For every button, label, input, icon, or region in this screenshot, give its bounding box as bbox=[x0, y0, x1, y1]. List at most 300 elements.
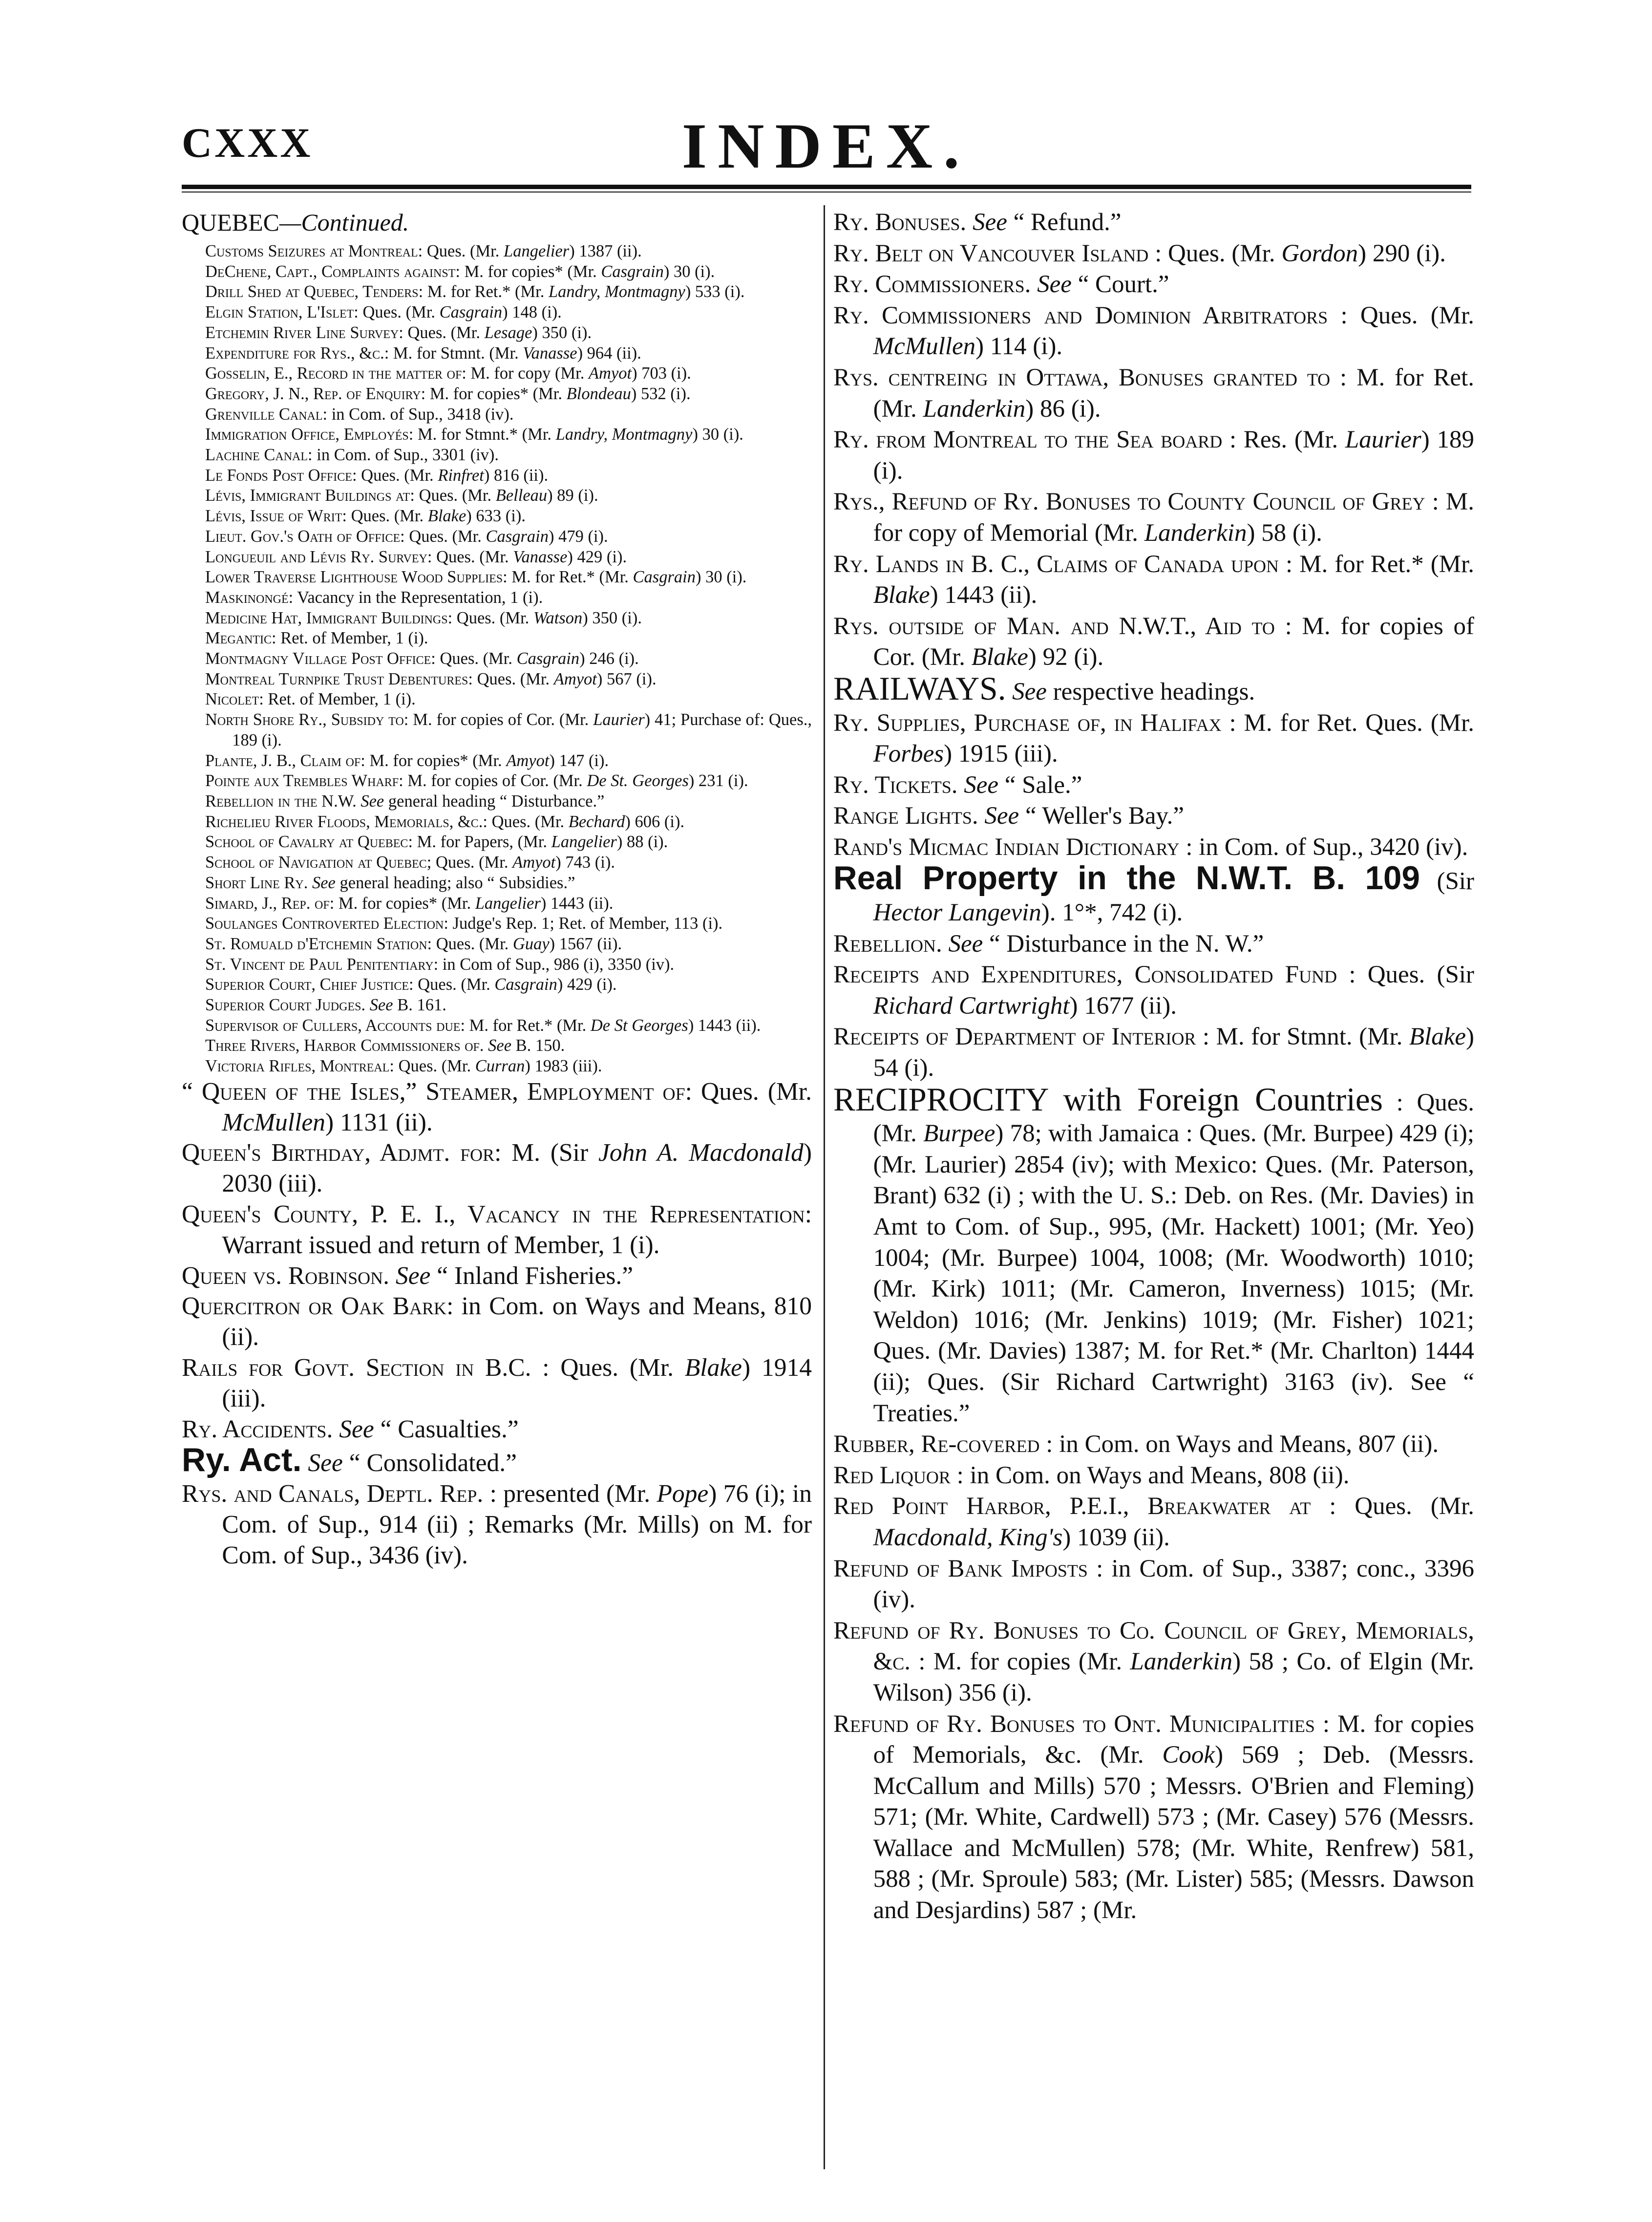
entry-reference: ) 1915 (iii). bbox=[944, 740, 1058, 768]
index-entry bbox=[205, 914, 812, 934]
entry-italic-ref: Gordon bbox=[1281, 239, 1358, 267]
entry-heading: Ry. Lands in B. C., Claims of Canada upon bbox=[833, 550, 1279, 578]
entry-reference: ) 743 (i). bbox=[555, 853, 615, 872]
index-entry bbox=[205, 751, 812, 771]
entry-italic-ref: McMullen bbox=[873, 333, 976, 361]
index-entry bbox=[205, 995, 812, 1016]
entry-text: : M. for Ret.* (Mr. bbox=[1279, 550, 1474, 578]
index-entry bbox=[205, 466, 812, 486]
entry-reference: ) 429 (i). bbox=[567, 547, 627, 566]
entry-italic-ref: Hector Langevin bbox=[873, 899, 1041, 927]
entry-text: : in Com. of Sup., 3420 (iv). bbox=[1179, 833, 1468, 861]
entry-heading: Rails for Govt. Section in B.C. bbox=[182, 1354, 531, 1382]
index-entry bbox=[205, 934, 812, 955]
entry-heading: “ Queen of the Isles,” Steamer, Employment of bbox=[182, 1077, 685, 1106]
entry-reference: “ Disturbance in the N. W.” bbox=[983, 930, 1264, 958]
entry-heading: Ry. from Montreal to the Sea board bbox=[833, 426, 1223, 454]
entry-text: : Ques. (Mr. bbox=[354, 303, 440, 322]
entry-heading: Richelieu River Floods, Memorials, &c. bbox=[205, 812, 483, 831]
entry-text: : Ques. (Mr. bbox=[389, 1057, 475, 1076]
entry-heading: Medicine Hat, Immigrant Buildings bbox=[205, 608, 448, 627]
entry-heading: RECIPROCITY with Foreign Countries bbox=[833, 1081, 1383, 1118]
index-entry bbox=[205, 547, 812, 568]
entry-italic-ref: See bbox=[984, 802, 1019, 830]
entry-reference: ) 429 (i). bbox=[557, 975, 617, 994]
entry-italic-ref: See bbox=[1012, 678, 1047, 705]
entry-heading: Nicolet bbox=[205, 690, 259, 709]
entry-italic-ref: See bbox=[339, 1415, 374, 1443]
entry-heading: Elgin Station, L'Islet bbox=[205, 303, 354, 322]
entry-text: : M. for copies of Cor. (Mr. bbox=[399, 771, 587, 791]
entry-italic-ref: Casgrain bbox=[601, 262, 664, 281]
entry-heading: Longueuil and Lévis Ry. Survey bbox=[205, 547, 427, 566]
index-entry bbox=[205, 873, 812, 894]
entry-heading: Soulanges Controverted Election bbox=[205, 914, 444, 933]
index-entry bbox=[205, 588, 812, 608]
index-entry bbox=[182, 1199, 812, 1261]
entry-heading: St. Vincent de Paul Penitentiary bbox=[205, 955, 434, 974]
entry-heading: Ry. Accidents. bbox=[182, 1415, 333, 1443]
entry-text: : Ques. (Mr. bbox=[483, 812, 569, 831]
entry-italic-ref: Lesage bbox=[484, 323, 532, 342]
entry-text: : M. for copies of Memorials, &c. (Mr. bbox=[873, 1710, 1474, 1769]
entry-reference: ) 479 (i). bbox=[548, 527, 608, 546]
entry-reference: general heading; also “ Subsidies.” bbox=[335, 873, 575, 892]
entry-heading: Montreal Turnpike Trust Debentures bbox=[205, 669, 468, 688]
entry-text: : Ques. (Mr. bbox=[427, 934, 513, 953]
entry-italic-ref: Burpee bbox=[923, 1120, 995, 1148]
entry-heading: Short Line Ry. bbox=[205, 873, 308, 892]
entry-italic-ref: See bbox=[308, 1449, 343, 1477]
entry-italic-ref: Curran bbox=[475, 1057, 525, 1076]
entry-text: : M. for copy (Mr. bbox=[462, 364, 589, 383]
entry-italic-ref: See bbox=[395, 1261, 431, 1290]
index-entry bbox=[205, 791, 812, 812]
entry-italic-ref: Richard Cartwright bbox=[873, 992, 1070, 1020]
index-entry bbox=[205, 445, 812, 466]
entry-text: : M. for copies of Cor. (Mr. bbox=[873, 612, 1474, 671]
entry-heading: North Shore Ry., Subsidy to bbox=[205, 710, 404, 729]
entry-text: : M. for copies* (Mr. bbox=[455, 262, 601, 281]
entry-heading: Victoria Rifles, Montreal bbox=[205, 1057, 390, 1076]
index-entry bbox=[205, 853, 812, 873]
entry-text: (Sir bbox=[1419, 868, 1474, 896]
entry-italic-ref: Blake bbox=[1409, 1023, 1466, 1051]
index-entry bbox=[833, 860, 1474, 928]
entry-reference: ) 964 (ii). bbox=[577, 343, 641, 363]
index-entry bbox=[833, 207, 1474, 238]
entry-heading: Lieut. Gov.'s Oath of Office bbox=[205, 527, 401, 546]
page-header bbox=[0, 0, 1652, 186]
entry-text: : M. for Ret. Ques. (Mr. bbox=[1221, 709, 1474, 737]
entry-italic-ref: Watson bbox=[533, 608, 583, 627]
entry-reference: ) 1983 (iii). bbox=[525, 1057, 602, 1076]
index-entry bbox=[205, 384, 812, 405]
entry-text: : M. for Ret. (Mr. bbox=[873, 363, 1474, 423]
left-column bbox=[182, 207, 812, 1571]
entry-heading: Ry. Commissioners and Dominion Arbitrators bbox=[833, 301, 1328, 329]
entry-heading: School of Cavalry at Quebec bbox=[205, 833, 408, 852]
entry-reference: ). 1°*, 742 (i). bbox=[1041, 899, 1183, 927]
entry-heading: Lévis, Immigrant Buildings at bbox=[205, 486, 410, 505]
entry-reference: “ Consolidated.” bbox=[342, 1449, 517, 1477]
entry-italic-ref: See bbox=[312, 873, 336, 892]
entry-text: : M. for Ret.* (Mr. bbox=[503, 568, 633, 587]
entry-reference: respective headings. bbox=[1046, 678, 1255, 705]
entry-text: : Ques. (Sir bbox=[1337, 961, 1475, 989]
page-title: INDEX. bbox=[681, 110, 971, 182]
entry-reference: ) 1131 (ii). bbox=[325, 1108, 433, 1136]
entry-italic-ref: See bbox=[488, 1036, 512, 1055]
entry-italic-ref: Landerkin bbox=[1130, 1648, 1233, 1676]
entry-text: : Ques. (Mr. bbox=[352, 466, 438, 485]
index-entry bbox=[205, 506, 812, 527]
entry-heading: Quercitron or Oak Bark bbox=[182, 1292, 447, 1321]
entry-heading: Red Point Harbor, P.E.I., Breakwater at bbox=[833, 1493, 1311, 1520]
entry-heading: Rys. and Canals, Deptl. Rep. bbox=[182, 1480, 484, 1508]
continued-heading-main: QUEBEC bbox=[182, 209, 279, 236]
entry-reference: ) 350 (i). bbox=[582, 608, 642, 627]
entry-heading: School of Navigation at Quebec bbox=[205, 853, 427, 872]
entry-heading: Simard, J., Rep. of bbox=[205, 894, 330, 913]
index-entry bbox=[205, 405, 812, 425]
subentry-list bbox=[182, 241, 812, 1077]
index-entry bbox=[205, 689, 812, 710]
entry-heading: Maskinongé bbox=[205, 588, 289, 607]
entry-text: ; Ques. (Mr. bbox=[426, 853, 513, 872]
entry-heading: Pointe aux Trembles Wharf bbox=[205, 771, 399, 791]
entry-reference: ) 30 (i). bbox=[663, 262, 715, 281]
entry-heading: Rys. outside of Man. and N.W.T., Aid to bbox=[833, 612, 1275, 640]
index-entry bbox=[205, 282, 812, 302]
entry-italic-ref: Landerkin bbox=[1144, 519, 1247, 547]
index-entry bbox=[205, 1016, 812, 1036]
entry-heading: Refund of Ry. Bonuses to Ont. Municipalities bbox=[833, 1710, 1315, 1738]
entry-text: : in Com. of Sup., 3387; conc., 3396 (iv). bbox=[873, 1555, 1474, 1614]
entry-reference: ) 1039 (ii). bbox=[1062, 1523, 1170, 1551]
entry-reference: ) 30 (i). bbox=[696, 568, 747, 587]
entry-text: : in Com. of Sup., 3301 (iv). bbox=[308, 446, 499, 465]
entry-reference: ) 290 (i). bbox=[1358, 239, 1446, 267]
index-entry bbox=[205, 486, 812, 506]
entry-heading: Grenville Canal bbox=[205, 405, 323, 424]
entry-italic-ref: See bbox=[369, 996, 393, 1015]
index-entry bbox=[833, 801, 1474, 832]
entry-heading: Refund of Bank Imposts bbox=[833, 1555, 1088, 1582]
entry-reference: ) 703 (i). bbox=[632, 364, 691, 383]
entry-heading: Rys., Refund of Ry. Bonuses to County Council of Grey bbox=[833, 488, 1425, 516]
continued-heading-suffix: —Continued. bbox=[279, 209, 409, 236]
entry-text: : M. for copies* (Mr. bbox=[421, 384, 567, 403]
entry-reference: ) 1914 (iii). bbox=[222, 1354, 812, 1412]
entry-text: : Res. (Mr. bbox=[1222, 426, 1345, 454]
entry-reference: general heading “ Disturbance.” bbox=[384, 791, 605, 811]
entry-reference: ) 567 (i). bbox=[596, 669, 657, 688]
entry-reference: “ Sale.” bbox=[998, 771, 1082, 799]
entry-italic-ref: Blondeau bbox=[566, 384, 631, 403]
index-entry bbox=[205, 343, 812, 364]
index-entry bbox=[833, 960, 1474, 1022]
entry-italic-ref: McMullen bbox=[222, 1108, 326, 1136]
entry-reference: ) 569 ; Deb. (Messrs. McCallum and Mills) 570 ; Messrs. O'Brien and Fleming) 571; (Mr. White, Cardwell) 573 ; (Mr. Casey) 576 (Messrs. Wallace and McMullen) 578; (Mr. White, Renfrew) 581, 588 ; (Mr. Sproule) 583; (Mr. Lister) 585; (Messrs. Dawson and Desjardins) 587 ; (Mr. bbox=[873, 1741, 1474, 1924]
entry-reference: ) 533 (i). bbox=[685, 282, 745, 301]
entry-heading: Supervisor of Cullers, Accounts due bbox=[205, 1016, 461, 1035]
index-entry bbox=[205, 302, 812, 323]
entry-heading: Rebellion. bbox=[833, 930, 942, 958]
index-entry bbox=[205, 628, 812, 649]
entry-heading: Drill Shed at Quebec, Tenders bbox=[205, 282, 419, 301]
index-entry bbox=[205, 323, 812, 343]
entry-heading: Rand's Micmac Indian Dictionary bbox=[833, 833, 1180, 861]
entry-text: : Ques. (Mr. bbox=[1311, 1493, 1474, 1520]
entry-text bbox=[308, 874, 312, 892]
entry-italic-ref: See bbox=[1037, 271, 1072, 299]
entry-italic-ref: Amyot bbox=[506, 751, 550, 770]
entry-text: : M. for copy of Memorial (Mr. bbox=[873, 488, 1474, 547]
entry-reference: ) 606 (i). bbox=[625, 812, 685, 831]
entry-text: : M. for copies* (Mr. bbox=[329, 894, 475, 913]
page-number: CXXX bbox=[182, 119, 313, 166]
index-entry bbox=[205, 363, 812, 384]
index-entry bbox=[205, 669, 812, 690]
right-column bbox=[833, 207, 1474, 1926]
entry-reference: ) 633 (i). bbox=[466, 507, 526, 526]
continued-heading bbox=[182, 207, 812, 237]
index-entry bbox=[833, 832, 1474, 863]
entry-heading: Refund of Ry. Bonuses to Co. Council of Grey, Memorials, &c. bbox=[833, 1617, 1474, 1676]
entry-heading: Queen's County, P. E. I., Vacancy in the Representation bbox=[182, 1200, 805, 1229]
entry-italic-ref: Vanasse bbox=[513, 547, 568, 566]
entry-italic-ref: De St. Georges bbox=[587, 771, 689, 791]
entry-reference: ) 1677 (ii). bbox=[1069, 992, 1177, 1020]
index-entry bbox=[205, 894, 812, 914]
index-entry bbox=[833, 1022, 1474, 1084]
entry-text: : Warrant issued and return of Member, 1 (i). bbox=[222, 1200, 812, 1259]
entry-text: : Ques. (Mr. bbox=[431, 649, 517, 668]
entry-text: : Ques. (Mr. bbox=[418, 242, 504, 260]
entry-italic-ref: Laurier bbox=[1345, 426, 1421, 454]
index-entry bbox=[833, 670, 1474, 708]
entry-heading: St. Romuald d'Etchemin Station bbox=[205, 934, 427, 953]
entry-reference: ) 114 (i). bbox=[975, 333, 1063, 361]
entry-heading: Rebellion in the N.W. bbox=[205, 791, 357, 811]
entry-reference: ) 30 (i). bbox=[692, 425, 743, 444]
entry-text bbox=[958, 771, 964, 799]
entry-text: : Ques. (Mr. bbox=[447, 608, 533, 627]
index-entry bbox=[182, 1414, 812, 1445]
entry-heading: Lower Traverse Lighthouse Wood Supplies bbox=[205, 568, 503, 587]
entry-text bbox=[365, 996, 370, 1014]
index-entry bbox=[833, 1429, 1474, 1460]
entry-reference: ) 1443 (ii). bbox=[930, 581, 1038, 609]
index-entry bbox=[205, 812, 812, 833]
entry-list-left bbox=[182, 1077, 812, 1571]
entry-italic-ref: Macdonald, King's bbox=[873, 1523, 1063, 1551]
entry-reference: ) 76 (i); in Com. of Sup., 914 (ii) ; Remarks (Mr. Mills) on M. for Com. of Sup., 3436 (iv). bbox=[222, 1480, 812, 1569]
entry-text: : Ques. (Mr. bbox=[342, 507, 428, 526]
entry-italic-ref: Langelier bbox=[504, 242, 570, 260]
entry-reference: ) 86 (i). bbox=[1025, 395, 1101, 423]
entry-reference: ) 246 (i). bbox=[579, 649, 639, 668]
index-entry bbox=[205, 262, 812, 282]
entry-text: : Ques. (Mr. bbox=[531, 1354, 685, 1382]
entry-text: : presented (Mr. bbox=[483, 1480, 657, 1508]
entry-reference: ) 89 (i). bbox=[547, 486, 598, 505]
entry-text: : M. for Papers, (Mr. bbox=[408, 833, 551, 852]
entry-italic-ref: Landry, Montmagny bbox=[555, 425, 693, 444]
entry-text: : Ques. (Mr. bbox=[409, 975, 495, 994]
entry-text: : in Com of Sup., 986 (i), 3350 (iv). bbox=[433, 955, 675, 974]
entry-reference: ) 1443 (ii). bbox=[688, 1016, 761, 1035]
entry-reference: ) 189 (i). bbox=[873, 426, 1475, 485]
index-entry bbox=[833, 425, 1474, 487]
entry-text: : Ques. (Mr. bbox=[410, 486, 496, 505]
index-entry bbox=[833, 487, 1474, 549]
entry-reference: ) 532 (i). bbox=[631, 384, 691, 403]
entry-heading: RAILWAYS. bbox=[833, 670, 1006, 707]
index-entry bbox=[205, 955, 812, 975]
index-entry bbox=[205, 832, 812, 853]
entry-heading: Three Rivers, Harbor Commissioners of. bbox=[205, 1036, 484, 1055]
entry-reference: ) 58 (i). bbox=[1247, 519, 1322, 547]
entry-heading: DeChene, Capt., Complaints against bbox=[205, 262, 456, 281]
entry-heading: Queen's Birthday, Adjmt. for bbox=[182, 1139, 495, 1167]
entry-italic-ref: Casgrain bbox=[516, 649, 580, 668]
entry-heading: Lachine Canal bbox=[205, 446, 308, 465]
index-entry bbox=[833, 549, 1474, 611]
entry-text: : Ques. (Mr. bbox=[427, 547, 513, 566]
entry-heading: Red Liquor bbox=[833, 1461, 951, 1489]
entry-heading: Plante, J. B., Claim of bbox=[205, 751, 361, 770]
entry-reference: ) 231 (i). bbox=[688, 771, 748, 791]
index-entry bbox=[182, 1077, 812, 1138]
entry-text bbox=[978, 802, 985, 830]
entry-heading: Real Property in the N.W.T. B. 109 bbox=[833, 860, 1420, 897]
entry-reference: “ Weller's Bay.” bbox=[1019, 802, 1185, 830]
entry-text: : Ques. (Mr. bbox=[1328, 301, 1474, 329]
entry-heading: Rubber, Re-covered bbox=[833, 1431, 1040, 1458]
index-entry bbox=[182, 1441, 812, 1479]
entry-italic-ref: Guay bbox=[512, 934, 550, 953]
entry-heading: Customs Seizures at Montreal bbox=[205, 242, 418, 260]
index-entry bbox=[833, 708, 1474, 770]
entry-italic-ref: Pope bbox=[657, 1480, 709, 1508]
index-entry bbox=[205, 975, 812, 995]
index-entry bbox=[833, 929, 1474, 960]
index-entry bbox=[205, 567, 812, 588]
entry-italic-ref: Amyot bbox=[512, 853, 556, 872]
index-entry bbox=[205, 608, 812, 629]
index-entry bbox=[833, 363, 1474, 425]
entry-text: : in Com. on Ways and Means, 808 (ii). bbox=[950, 1461, 1350, 1489]
entry-list-right bbox=[833, 207, 1474, 1926]
index-entry bbox=[205, 1056, 812, 1077]
entry-heading: Lévis, Issue of Writ bbox=[205, 507, 342, 526]
entry-text: : in Com. on Ways and Means, 810 (ii). bbox=[222, 1292, 812, 1351]
entry-reference: ) 78; with Jamaica : Ques. (Mr. Burpee) 429 (i); (Mr. Laurier) 2854 (iv); with Mexico: Ques. (Mr. Paterson, Brant) 632 (i) ; with the U. S.: Deb. on Res. (Mr. Davies) in Amt to Com. of Sup., 995, (Mr. Hackett) 1001; (Mr. Yeo) 1004; (Mr. Burpee) 1004, 1008; (Mr. Woodworth) 1010; (Mr. Kirk) 1011; (Mr. Cameron, Inverness) 1015; (Mr. Weldon) 1016; (Mr. Jenkins) 1019; (Mr. Fisher) 1021; Ques. (Mr. Davies) 1387; M. for Ret.* (Mr. Charlton) 1444 (ii); Ques. (Sir Richard Cartwright) 3163 (iv). See “ Treaties.” bbox=[873, 1120, 1474, 1427]
entry-heading: Montmagny Village Post Office bbox=[205, 649, 431, 668]
entry-reference: ) 148 (i). bbox=[502, 303, 562, 322]
entry-heading: Etchemin River Line Survey bbox=[205, 323, 399, 342]
entry-reference: B. 150. bbox=[511, 1036, 565, 1055]
entry-italic-ref: Casgrain bbox=[494, 975, 557, 994]
entry-text: : in Com. on Ways and Means, 807 (ii). bbox=[1039, 1431, 1439, 1458]
index-entry bbox=[182, 1138, 812, 1199]
entry-heading: Receipts and Expenditures, Consolidated Fund bbox=[833, 961, 1337, 989]
entry-italic-ref: See bbox=[964, 771, 999, 799]
entry-reference: ) 2030 (iii). bbox=[222, 1139, 812, 1198]
index-entry bbox=[182, 1353, 812, 1414]
entry-text: : Ques. (Mr. bbox=[468, 669, 554, 688]
index-entry bbox=[205, 1036, 812, 1056]
index-entry bbox=[833, 1709, 1474, 1926]
entry-heading: Superior Court, Chief Justice bbox=[205, 975, 409, 994]
entry-reference: ) 1443 (ii). bbox=[540, 894, 614, 913]
index-entry bbox=[833, 1616, 1474, 1709]
index-entry bbox=[205, 425, 812, 445]
entry-heading: Expenditure for Rys., &c. bbox=[205, 343, 384, 363]
entry-italic-ref: Rinfret bbox=[438, 466, 484, 485]
entry-italic-ref: John A. Macdonald bbox=[598, 1139, 804, 1167]
index-entry bbox=[833, 611, 1474, 673]
entry-italic-ref: Casgrain bbox=[439, 303, 503, 322]
entry-heading: Ry. Commissioners. bbox=[833, 271, 1031, 299]
entry-reference: “ Refund.” bbox=[1007, 209, 1122, 236]
entry-text: : in Com. of Sup., 3418 (iv). bbox=[322, 405, 514, 424]
index-entry bbox=[833, 770, 1474, 801]
index-entry bbox=[833, 269, 1474, 300]
entry-italic-ref: Forbes bbox=[873, 740, 944, 768]
entry-italic-ref: Blake bbox=[684, 1354, 742, 1382]
entry-italic-ref: Vanasse bbox=[523, 343, 577, 363]
index-entry bbox=[205, 241, 812, 262]
entry-text: : Ques. (Mr. bbox=[685, 1077, 812, 1106]
index-entry bbox=[205, 771, 812, 791]
entry-heading: Rys. centreing in Ottawa, Bonuses granted to bbox=[833, 363, 1331, 391]
entry-reference: ) 1567 (ii). bbox=[549, 934, 622, 953]
entry-reference: ) 147 (i). bbox=[549, 751, 609, 770]
entry-heading: Ry. Act. bbox=[182, 1441, 302, 1479]
entry-italic-ref: See bbox=[360, 791, 384, 811]
entry-text: : M. for copies (Mr. bbox=[911, 1648, 1130, 1676]
entry-text: : Ques. (Mr. bbox=[400, 527, 486, 546]
entry-reference: ) 54 (i). bbox=[873, 1023, 1475, 1082]
entry-heading: Ry. Belt on Vancouver Island bbox=[833, 239, 1149, 267]
entry-text: : Vacancy in the Representation, 1 (i). bbox=[288, 588, 543, 607]
entry-italic-ref: Landerkin bbox=[923, 395, 1026, 423]
entry-text: : M. for Ret.* (Mr. bbox=[418, 282, 549, 301]
column-divider bbox=[824, 205, 825, 2169]
entry-reference: ) 92 (i). bbox=[1028, 643, 1104, 671]
entry-reference: ) 1387 (ii). bbox=[569, 242, 642, 260]
index-entry bbox=[833, 1081, 1475, 1430]
index-entry bbox=[205, 710, 812, 750]
entry-text: : M. for copies* (Mr. bbox=[360, 751, 507, 770]
entry-text bbox=[389, 1262, 396, 1290]
entry-italic-ref: See bbox=[973, 209, 1007, 236]
entry-text: : Judge's Rep. 1; Ret. of Member, 113 (i). bbox=[444, 914, 723, 933]
entry-text: : Ret. of Member, 1 (i). bbox=[259, 690, 416, 709]
entry-reference: ) 816 (ii). bbox=[484, 466, 549, 485]
entry-italic-ref: Belleau bbox=[495, 486, 548, 505]
entry-text: : Ques. (Mr. bbox=[399, 323, 485, 342]
entry-reference: ) 88 (i). bbox=[616, 833, 668, 852]
entry-heading: Receipts of Department of Interior bbox=[833, 1023, 1196, 1051]
entry-italic-ref: Casgrain bbox=[633, 568, 696, 587]
entry-italic-ref: Bechard bbox=[568, 812, 625, 831]
entry-italic-ref: Cook bbox=[1162, 1741, 1215, 1769]
index-entry bbox=[205, 527, 812, 547]
